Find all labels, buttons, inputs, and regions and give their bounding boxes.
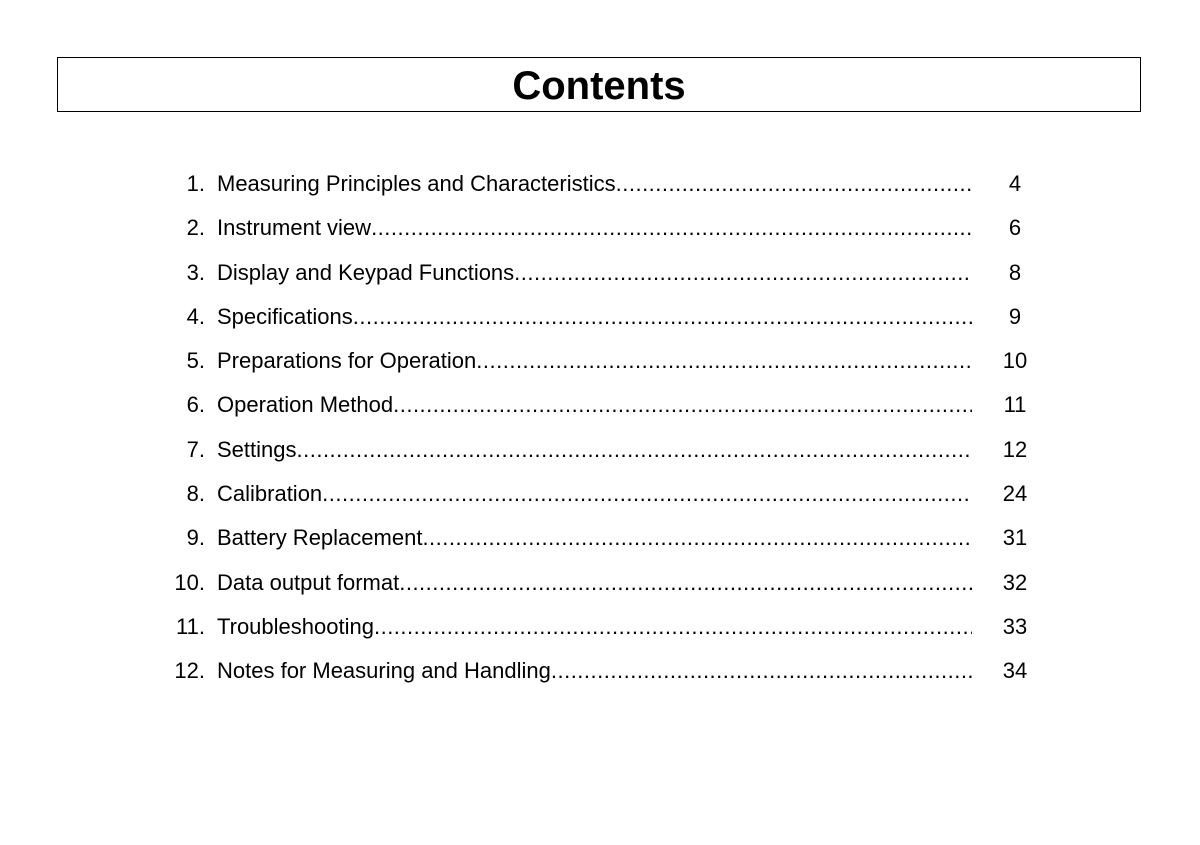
toc-leader-dots <box>393 383 972 427</box>
toc-entry-number: 6. <box>186 392 205 418</box>
toc-leader-dots <box>322 472 972 516</box>
toc-entry-page: 8 <box>1008 259 1022 285</box>
toc-entry-label: Calibration <box>217 481 323 507</box>
toc-leader-dots <box>374 605 972 649</box>
toc-entry-page: 31 <box>1002 525 1028 551</box>
toc-leader-dots <box>514 251 972 295</box>
toc-leader-dots <box>422 516 972 560</box>
toc-entry[interactable] <box>170 561 1050 605</box>
toc-entry-number: 1. <box>186 171 205 196</box>
toc-entry-label: Instrument view <box>217 215 372 241</box>
toc-entry-label: Battery Replacement <box>217 525 423 551</box>
toc-entry[interactable] <box>170 472 1050 516</box>
toc-leader-dots <box>476 339 972 383</box>
toc-entry[interactable] <box>170 295 1050 339</box>
toc-entry[interactable] <box>170 383 1050 427</box>
toc-entry-label: Measuring Principles and Characteristics <box>217 171 616 196</box>
toc-entry-number: 12. <box>174 658 205 684</box>
toc-entry-page: 33 <box>1002 613 1028 639</box>
toc-entry[interactable] <box>170 649 1050 693</box>
toc-entry-page: 32 <box>1002 569 1028 595</box>
toc-leader-dots <box>399 561 972 605</box>
toc-leader-dots <box>551 649 972 693</box>
toc-entry[interactable] <box>170 251 1050 295</box>
toc-entry-number: 2. <box>186 215 205 241</box>
toc-entry-number: 4. <box>186 303 205 329</box>
table-of-contents <box>170 162 1050 694</box>
toc-entry-label: Settings <box>217 436 297 462</box>
toc-entry[interactable] <box>170 605 1050 649</box>
toc-leader-dots <box>297 428 973 472</box>
toc-entry[interactable] <box>170 206 1050 250</box>
toc-entry-page: 34 <box>1002 658 1028 684</box>
toc-entry-number: 8. <box>186 481 205 507</box>
toc-entry-label: Display and Keypad Functions <box>217 259 515 285</box>
toc-entry-page: 10 <box>1002 348 1028 374</box>
toc-entry-number: 10. <box>174 569 205 595</box>
toc-entry-page: 24 <box>1002 481 1028 507</box>
toc-entry-label: Operation Method <box>217 392 394 418</box>
toc-entry-label: Preparations for Operation <box>217 348 477 374</box>
toc-leader-dots <box>371 206 972 250</box>
toc-entry[interactable] <box>170 339 1050 383</box>
toc-entry[interactable] <box>170 162 1050 206</box>
toc-entry-label: Troubleshooting <box>217 613 374 639</box>
contents-title-box <box>57 57 1141 112</box>
page-title: Contents <box>512 63 686 108</box>
toc-entry-number: 7. <box>186 436 205 462</box>
toc-entry-number: 11. <box>176 613 205 639</box>
toc-entry-page: 4 <box>1008 171 1022 196</box>
toc-entry-page: 9 <box>1008 303 1022 329</box>
toc-leader-dots <box>616 162 972 206</box>
toc-entry[interactable] <box>170 516 1050 560</box>
toc-entry-page: 12 <box>1002 436 1028 462</box>
toc-entry[interactable] <box>170 428 1050 472</box>
toc-entry-number: 5. <box>186 348 205 374</box>
toc-entry-label: Specifications <box>217 303 353 329</box>
toc-entry-page: 6 <box>1008 215 1022 241</box>
toc-entry-label: Notes for Measuring and Handling <box>217 658 551 684</box>
toc-leader-dots <box>353 295 972 339</box>
toc-entry-number: 3. <box>186 259 205 285</box>
toc-entry-label: Data output format <box>217 569 400 595</box>
toc-entry-number: 9. <box>186 525 205 551</box>
toc-entry-page: 11 <box>1003 392 1027 418</box>
